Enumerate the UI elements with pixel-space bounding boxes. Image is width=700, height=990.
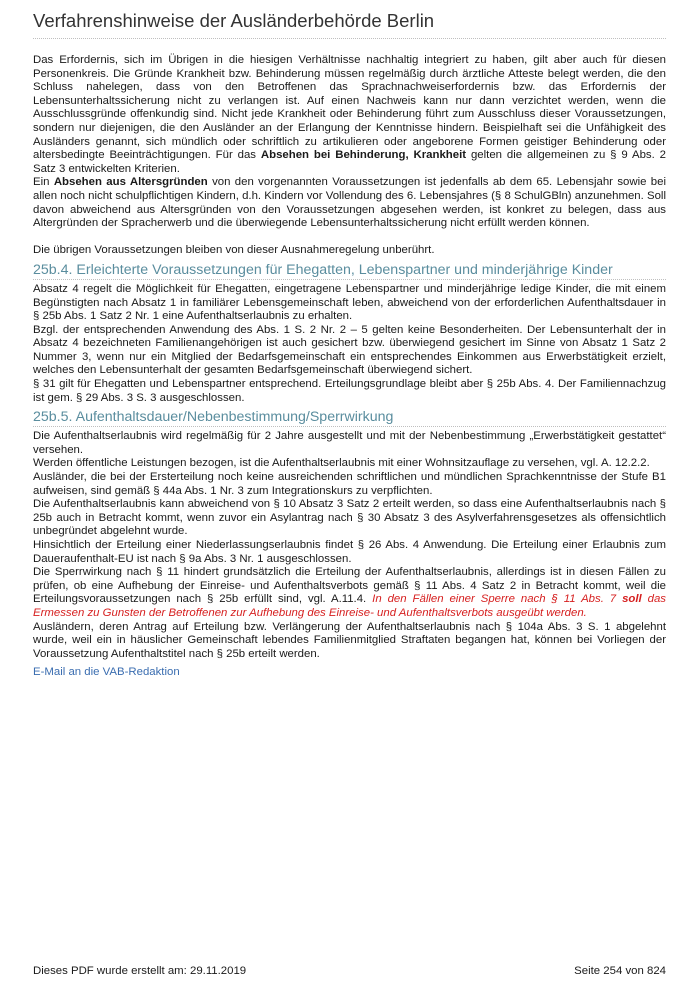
footer-page-number: Seite 254 von 824 (574, 965, 666, 977)
paragraph-text: Ein (33, 176, 54, 189)
highlighted-red-text: das Ermessen zu Gunsten der Betroffenen zur Aufhebung des Einreise- und Aufenthaltsverbots ausgeübt werden. (33, 593, 666, 619)
section-heading-25b5: 25b.5. Aufenthaltsdauer/Nebenbestimmung/Sperrwirkung (33, 409, 666, 427)
paragraph-age-exemption (33, 176, 666, 230)
bold-term: Absehen aus Altersgründen (53, 176, 208, 189)
paragraph-text: Das Erfordernis, sich im Übrigen in die hiesigen Verhältnisse nachhaltig integriert zu haben, gilt aber auch für diesen Personenkreis. Die Gründe Krankheit bzw. Behinderung müssen regelmäßig durch ärztliche Atteste belegt werden, die den Schluss nahelegen, dass von den Betroffenen das Sprachnachweiserfordernis bzw. das Erfordernis der Lebensunterhaltssicherung nicht zu verlangen ist. Auf einen Nachweis kann nur dann verzichtet werden, wenn die Ausschlussgründe offenkundig sind. Nicht jede Krankheit oder Behinderung führt zum Ausschluss dieser Voraussetzungen, sondern nur diejenigen, die den Ausländer an der Erlangung der Kenntnisse hindern. Beispielhaft sei die Unfähigkeit des Ausländers genannt, sich mündlich oder schriftlich zu artikulieren oder angeborene Formen geistiger Behinderung oder altersbedingte Beeinträchtigungen. Für das (33, 54, 666, 162)
paragraph-text: Die Sperrwirkung nach § 11 hindert grundsätzlich die Erteilung der Aufenthaltserlaubnis, allerdings ist in diesen Fällen zu prüfen, ob eine Aufhebung der Einreise- und Aufenthaltsverbots gemäß § 11 Abs. 4 Satz 2 in Betracht kommt, weil die Erteilungsvoraussetzungen nach § 25b erfüllt sind, vgl. A.11.4. (33, 566, 666, 606)
section-heading-25b4: 25b.4. Erleichterte Voraussetzungen für Ehegatten, Lebenspartner und minderjährige Kinder (33, 262, 666, 280)
section5-paragraph-3: Ausländer, die bei der Ersterteilung noch keine ausreichenden schriftlichen und mündlichen Sprachkenntnisse der Stufe B1 aufweisen, sind gemäß § 44a Abs. 1 Nr. 3 zum Integrationskurs zu verpflichten. (33, 471, 666, 497)
paragraph-other-requirements: Die übrigen Voraussetzungen bleiben von dieser Ausnahmeregelung unberührt. (33, 244, 435, 257)
section5-paragraph-4: Die Aufenthaltserlaubnis kann abweichend von § 10 Absatz 3 Satz 2 erteilt werden, so dass eine Aufenthaltserlaubnis nach § 25b auch in Betracht kommt, wenn zuvor ein Asylantrag nach § 30 Absatz 3 des Asylverfahrensgesetzes als offensichtlich unbegründet abgelehnt wurde. (33, 498, 666, 538)
highlighted-red-bold: soll (622, 593, 642, 606)
section5-paragraph-1: Die Aufenthaltserlaubnis wird regelmäßig für 2 Jahre ausgestellt und mit der Nebenbestimmung „Erwerbstätigkeit gestattet“ versehen. (33, 430, 666, 456)
section5-paragraph-7: Ausländern, deren Antrag auf Erteilung bzw. Verlängerung der Aufenthaltserlaubnis nach § 104a Abs. 3 S. 1 abgelehnt wurde, weil ein in häuslicher Gemeinschaft lebendes Familienmitglied Straftaten begangen hat, können bei Vorliegen der Voraussetzung Aufenthaltstitel nach § 25b erteilt werden. (33, 620, 666, 660)
document-header-title: Verfahrenshinweise der Ausländerbehörde Berlin (33, 10, 666, 39)
section4-paragraph-1: Absatz 4 regelt die Möglichkeit für Ehegatten, eingetragene Lebenspartner und minderjährige ledige Kinder, die mit einem Begünstigten nach Absatz 1 in familiärer Lebensgemeinschaft leben, abweichend von der erforderlichen Aufenthaltsdauer in § 25b Abs. 1 Satz 2 Nr. 1 eine Aufenthaltserlaubnis zu erhalten. (33, 282, 666, 323)
paragraph-text: von den vorgenannten Voraussetzungen ist jedenfalls ab dem 65. Lebensjahr sowie bei allen noch nicht schulpflichtigen Kindern, d.h. Kindern vor Vollendung des 6. Lebensjahres (§ 8 SchulGBln) anzunehmen. Soll davon abweichend aus Altersgründen von den Voraussetzungen abgesehen werden, ist konkret zu belegen, dass aus Altergründen der Spracherwerb und die überwiegende Lebensunterhaltssicherung nicht erfüllt werden können. (33, 176, 667, 230)
section5-paragraph-2: Werden öffentliche Leistungen bezogen, ist die Aufenthaltserlaubnis mit einer Wohnsitzauflage zu versehen, vgl. A. 12.2.2. (33, 457, 650, 470)
section5-paragraph-6 (33, 566, 666, 620)
footer-created-date: Dieses PDF wurde erstellt am: 29.11.2019 (33, 965, 247, 977)
document-body (33, 54, 666, 680)
section4-paragraph-2: Bzgl. der entsprechenden Anwendung des Abs. 1 S. 2 Nr. 2 – 5 gelten keine Besonderheiten. Der Lebensunterhalt der in Absatz 4 bezeichneten Familienangehörigen ist auch gesichert bzw. überwiegend gesichert im Sinne von Absatz 1 Satz 2 Nummer 3, wenn nur ein Mitglied der Bedarfsgemeinschaft ein entsprechendes Einkommen aus Erwerbstätigkeit erzielt, welches den Lebensunterhalt der gesamten Bedarfsgemeinschaft überwiegend sichert. (33, 323, 666, 377)
email-editorial-link[interactable]: E-Mail an die VAB-Redaktion (33, 666, 180, 679)
bold-term: Absehen bei Behinderung, Krankheit (260, 149, 467, 162)
paragraph-text: gelten die allgemeinen zu § 9 Abs. 2 Satz 3 entwickelten Kriterien. (33, 149, 667, 175)
section5-paragraph-5: Hinsichtlich der Erteilung einer Niederlassungserlaubnis findet § 26 Abs. 4 Anwendung. Die Erteilung einer Erlaubnis zum Daueraufenthalt-EU ist nach § 9a Abs. 3 Nr. 1 ausgeschlossen. (33, 539, 666, 565)
page-footer (33, 965, 666, 977)
paragraph-illness-disability (33, 54, 666, 176)
section4-paragraph-3: § 31 gilt für Ehegatten und Lebenspartner entsprechend. Erteilungsgrundlage bleibt aber § 25b Abs. 4. Der Familiennachzug ist gem. § 29 Abs. 3 S. 3 ausgeschlossen. (33, 378, 666, 404)
highlighted-red-text: In den Fällen einer Sperre nach § 11 Abs. 7 (372, 593, 623, 606)
